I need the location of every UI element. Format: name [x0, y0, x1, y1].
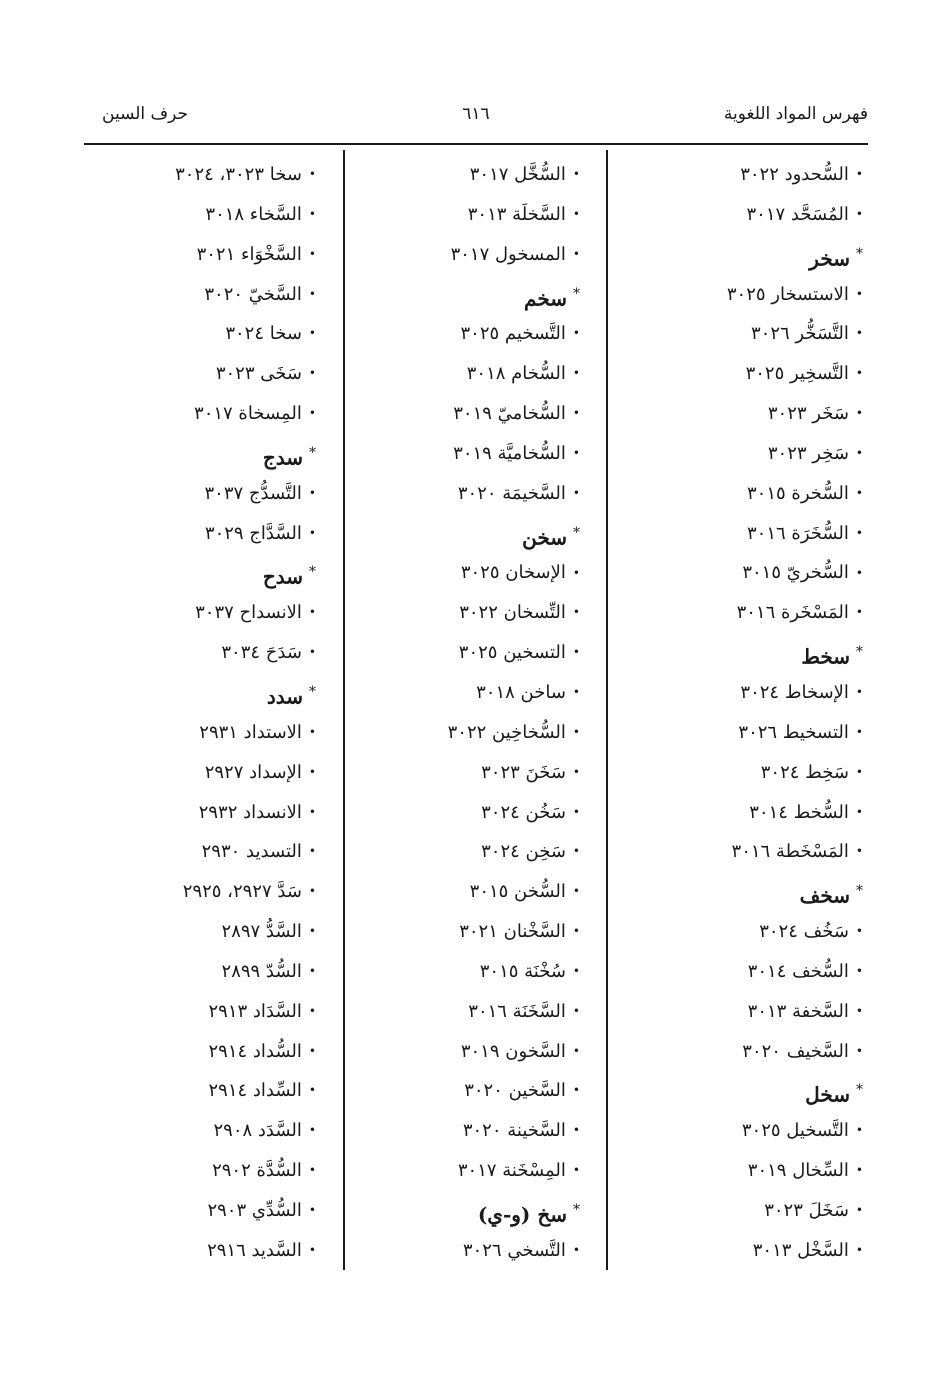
bullet-icon: • — [855, 804, 863, 819]
entry-text: السِّداد ٢٩١٤ — [208, 1080, 302, 1102]
bullet-icon: • — [572, 804, 580, 819]
entry-text: السُّخاميَّة ٣٠١٩ — [453, 442, 566, 464]
index-entry — [106, 1071, 316, 1111]
index-entry — [106, 793, 316, 833]
bullet-icon: • — [855, 525, 863, 540]
bullet-icon: • — [855, 844, 863, 859]
bullet-icon: • — [855, 286, 863, 301]
root-entry — [106, 553, 316, 593]
bullet-icon: • — [308, 1163, 316, 1178]
bullet-icon: • — [308, 605, 316, 620]
bullet-icon: • — [855, 366, 863, 381]
index-entry — [613, 354, 863, 394]
bullet-icon: • — [308, 167, 316, 182]
asterisk-icon: * — [573, 524, 580, 541]
bullet-icon: • — [572, 1163, 580, 1178]
index-entry — [355, 872, 580, 912]
entry-text: سخل — [805, 1083, 850, 1108]
asterisk-icon: * — [856, 1082, 863, 1099]
bullet-icon: • — [572, 485, 580, 500]
entry-text: السَّخيّ ٣٠٢٠ — [204, 283, 302, 305]
bullet-icon: • — [308, 764, 316, 779]
entry-text: التَّسدُّج ٣٠٣٧ — [204, 482, 302, 504]
index-column-2 — [355, 155, 580, 1271]
entry-text: التَّسخيم ٣٠٢٥ — [460, 323, 566, 345]
entry-text: السَّخيف ٣٠٢٠ — [742, 1040, 849, 1062]
index-entry — [106, 593, 316, 633]
asterisk-icon: * — [309, 444, 316, 461]
index-entry — [106, 952, 316, 992]
entry-text: السُّخرة ٣٠١٥ — [747, 482, 849, 504]
index-entry — [355, 1231, 580, 1271]
entry-text: السَّخلَة ٣٠١٣ — [467, 203, 566, 225]
index-entry — [355, 673, 580, 713]
index-entry — [106, 713, 316, 753]
entry-text: السُّدّ ٢٨٩٩ — [221, 960, 302, 982]
entry-text: سخن — [522, 525, 567, 550]
index-entry — [613, 195, 863, 235]
bullet-icon: • — [855, 326, 863, 341]
entry-text: التسديد ٢٩٣٠ — [201, 841, 302, 863]
index-entry — [106, 872, 316, 912]
index-entry — [355, 354, 580, 394]
bullet-icon: • — [308, 1043, 316, 1058]
index-entry — [355, 912, 580, 952]
entry-text: الانسداد ٢٩٣٢ — [198, 801, 302, 823]
bullet-icon: • — [855, 764, 863, 779]
root-entry — [355, 514, 580, 554]
root-entry — [355, 1191, 580, 1231]
bullet-icon: • — [572, 924, 580, 939]
entry-text: سَدَّ ٢٩٢٧، ٢٩٢٥ — [182, 881, 302, 903]
bullet-icon: • — [855, 1163, 863, 1178]
bullet-icon: • — [855, 206, 863, 221]
entry-text: سَخَنَ ٣٠٢٣ — [481, 761, 566, 783]
entry-text: السَّدَد ٢٩٠٨ — [213, 1120, 302, 1142]
bullet-icon: • — [855, 605, 863, 620]
index-entry — [355, 753, 580, 793]
entry-text: التَّسخي ٣٠٢٦ — [462, 1239, 566, 1261]
entry-text: سَخِط ٣٠٢٤ — [760, 761, 849, 783]
root-entry — [613, 235, 863, 275]
index-entry — [613, 593, 863, 633]
bullet-icon: • — [308, 804, 316, 819]
bullet-icon: • — [572, 963, 580, 978]
index-entry — [106, 314, 316, 354]
index-entry — [106, 275, 316, 315]
index-entry — [106, 195, 316, 235]
bullet-icon: • — [572, 605, 580, 620]
bullet-icon: • — [855, 167, 863, 182]
index-entry — [613, 713, 863, 753]
index-entry — [355, 1151, 580, 1191]
bullet-icon: • — [572, 1123, 580, 1138]
root-entry — [613, 872, 863, 912]
index-entry — [355, 474, 580, 514]
entry-text: السَّدَّاج ٣٠٢٩ — [204, 522, 302, 544]
index-entry — [106, 832, 316, 872]
bullet-icon: • — [572, 445, 580, 460]
index-entry — [613, 394, 863, 434]
entry-text: المُسَحَّد ٣٠١٧ — [746, 203, 849, 225]
asterisk-icon: * — [856, 644, 863, 661]
index-entry — [106, 155, 316, 195]
bullet-icon: • — [855, 445, 863, 460]
bullet-icon: • — [572, 724, 580, 739]
index-entry — [613, 1151, 863, 1191]
bullet-icon: • — [855, 1242, 863, 1257]
entry-text: التَّسخِير ٣٠٢٥ — [745, 363, 849, 385]
bullet-icon: • — [572, 326, 580, 341]
index-entry — [613, 474, 863, 514]
entry-text: السَّخون ٣٠١٩ — [460, 1040, 566, 1062]
index-entry — [613, 155, 863, 195]
entry-text: السُّدِّي ٢٩٠٣ — [207, 1199, 302, 1221]
bullet-icon: • — [855, 485, 863, 500]
entry-text: السَّخْوَاء ٣٠٢١ — [196, 243, 302, 265]
entry-text: التسخين ٣٠٢٥ — [458, 642, 566, 664]
entry-text: سَخِر ٣٠٢٣ — [767, 442, 849, 464]
entry-text: السَّخْل ٣٠١٣ — [752, 1239, 849, 1261]
header-section: حرف السين — [102, 104, 189, 124]
index-entry — [613, 1111, 863, 1151]
index-entry — [355, 394, 580, 434]
entry-text: التِّسخان ٣٠٢٢ — [459, 602, 566, 624]
bullet-icon: • — [855, 565, 863, 580]
entry-text: السُّخريّ ٣٠١٥ — [742, 562, 849, 584]
bullet-icon: • — [308, 645, 316, 660]
bullet-icon: • — [572, 764, 580, 779]
bullet-icon: • — [308, 844, 316, 859]
entry-text: المَسْخَرة ٣٠١٦ — [736, 602, 849, 624]
index-entry — [613, 753, 863, 793]
bullet-icon: • — [855, 406, 863, 421]
bullet-icon: • — [855, 924, 863, 939]
index-entry — [106, 1191, 316, 1231]
running-header — [84, 104, 868, 138]
index-entry — [106, 394, 316, 434]
bullet-icon: • — [308, 1242, 316, 1257]
bullet-icon: • — [572, 406, 580, 421]
index-entry — [355, 195, 580, 235]
bullet-icon: • — [855, 685, 863, 700]
bullet-icon: • — [308, 406, 316, 421]
entry-text: السُّخَرَة ٣٠١٦ — [747, 522, 849, 544]
entry-text: سخف — [799, 883, 850, 908]
entry-text: المسخول ٣٠١٧ — [450, 243, 566, 265]
asterisk-icon: * — [309, 564, 316, 581]
bullet-icon: • — [855, 724, 863, 739]
entry-text: السُّدَّة ٢٩٠٢ — [212, 1160, 302, 1182]
entry-text: السَّخين ٣٠٢٠ — [464, 1080, 566, 1102]
entry-text: الإسخان ٣٠٢٥ — [460, 562, 566, 584]
index-entry — [106, 1111, 316, 1151]
bullet-icon: • — [308, 1123, 316, 1138]
entry-text: السَّدَاد ٢٩١٣ — [208, 1000, 302, 1022]
entry-text: السَّخْنان ٣٠٢١ — [459, 921, 566, 943]
bullet-icon: • — [572, 167, 580, 182]
entry-text: الإسداد ٢٩٢٧ — [204, 761, 302, 783]
bullet-icon: • — [572, 1003, 580, 1018]
bullet-icon: • — [855, 1203, 863, 1218]
index-entry — [106, 1032, 316, 1072]
entry-text: سدح — [262, 565, 303, 590]
root-entry — [613, 1071, 863, 1111]
index-entry — [355, 713, 580, 753]
index-entry — [613, 514, 863, 554]
index-entry — [613, 992, 863, 1032]
entry-text: التسخيط ٣٠٢٦ — [738, 721, 849, 743]
entry-text: سدج — [262, 445, 303, 470]
bullet-icon: • — [855, 1003, 863, 1018]
bullet-icon: • — [572, 565, 580, 580]
bullet-icon: • — [572, 246, 580, 261]
index-entry — [106, 753, 316, 793]
bullet-icon: • — [572, 844, 580, 859]
entry-text: السُّخَّل ٣٠١٧ — [469, 164, 566, 185]
index-entry — [106, 1151, 316, 1191]
index-entry — [106, 474, 316, 514]
entry-text: التَّسَخُّر ٣٠٢٦ — [751, 323, 849, 345]
entry-text: السُّخف ٣٠١٤ — [747, 960, 849, 982]
bullet-icon: • — [572, 884, 580, 899]
bullet-icon: • — [308, 206, 316, 221]
bullet-icon: • — [308, 246, 316, 261]
index-entry — [355, 1071, 580, 1111]
index-entry — [613, 912, 863, 952]
bullet-icon: • — [572, 206, 580, 221]
index-entry — [355, 1111, 580, 1151]
bullet-icon: • — [572, 1242, 580, 1257]
index-entry — [613, 1191, 863, 1231]
entry-text: المِسخاة ٣٠١٧ — [194, 403, 302, 425]
bullet-icon: • — [308, 1003, 316, 1018]
index-entry — [355, 553, 580, 593]
index-entry — [613, 673, 863, 713]
index-entry — [106, 235, 316, 275]
bullet-icon: • — [308, 924, 316, 939]
index-entry — [106, 992, 316, 1032]
entry-text: سَخَى ٣٠٢٣ — [215, 363, 302, 385]
index-entry — [355, 1032, 580, 1072]
index-entry — [106, 514, 316, 554]
index-entry — [355, 155, 580, 195]
entry-text: السَّخاء ٣٠١٨ — [205, 203, 302, 225]
root-entry — [355, 275, 580, 315]
bullet-icon: • — [308, 724, 316, 739]
bullet-icon: • — [855, 1043, 863, 1058]
bullet-icon: • — [308, 1203, 316, 1218]
entry-text: السَّخيمَة ٣٠٢٠ — [457, 482, 566, 504]
index-entry — [613, 952, 863, 992]
entry-text: السُّخن ٣٠١٥ — [469, 881, 566, 903]
bullet-icon: • — [308, 1083, 316, 1098]
bullet-icon: • — [855, 1123, 863, 1138]
index-entry — [355, 832, 580, 872]
index-entry — [355, 633, 580, 673]
column-divider — [343, 150, 345, 1270]
entry-text: المَسْخَطة ٣٠١٦ — [731, 841, 849, 863]
entry-text: سُخْنَة ٣٠١٥ — [479, 960, 566, 982]
entry-text: سدد — [266, 684, 303, 709]
entry-text: السَّخفة ٣٠١٣ — [747, 1000, 849, 1022]
index-entry — [106, 633, 316, 673]
entry-text: السَّدُّ ٢٨٩٧ — [221, 921, 302, 943]
asterisk-icon: * — [573, 285, 580, 302]
bullet-icon: • — [308, 326, 316, 341]
entry-text: سَخَلَ ٣٠٢٣ — [764, 1199, 849, 1221]
index-entry — [106, 912, 316, 952]
index-column-3 — [106, 155, 316, 1271]
entry-text: التَّسخيل ٣٠٢٥ — [741, 1120, 849, 1142]
asterisk-icon: * — [856, 883, 863, 900]
entry-text: الاستسخار ٣٠٢٥ — [726, 283, 849, 305]
entry-text: الانسداح ٣٠٣٧ — [195, 602, 302, 624]
entry-text: السُّخاميّ ٣٠١٩ — [453, 403, 566, 425]
entry-text: سخا ٣٠٢٤ — [225, 323, 302, 345]
entry-text: سخ (و-ي) — [477, 1202, 567, 1227]
entry-text: السِّخال ٣٠١٩ — [747, 1160, 849, 1182]
entry-text: السُّحدود ٣٠٢٢ — [740, 164, 849, 185]
entry-text: السُّخام ٣٠١٨ — [466, 363, 566, 385]
index-entry — [613, 553, 863, 593]
index-entry — [613, 1032, 863, 1072]
entry-text: سخر — [809, 246, 850, 271]
entry-text: سخا ٣٠٢٣، ٣٠٢٤ — [175, 164, 302, 185]
asterisk-icon: * — [309, 683, 316, 700]
column-divider — [606, 150, 608, 1270]
entry-text: الإسخاط ٣٠٢٤ — [740, 681, 849, 703]
index-entry — [613, 314, 863, 354]
bullet-icon: • — [855, 963, 863, 978]
entry-text: السَّخَنَة ٣٠١٦ — [468, 1000, 566, 1022]
root-entry — [106, 673, 316, 713]
index-entry — [355, 952, 580, 992]
entry-text: سخم — [524, 286, 567, 311]
index-entry — [355, 992, 580, 1032]
index-entry — [106, 1231, 316, 1271]
index-entry — [106, 354, 316, 394]
bullet-icon: • — [308, 525, 316, 540]
entry-text: سَخَر ٣٠٢٣ — [767, 403, 849, 425]
entry-text: الاستداد ٢٩٣١ — [199, 721, 302, 743]
index-column-1 — [613, 155, 863, 1271]
header-title: فهرس المواد اللغوية — [723, 104, 868, 124]
asterisk-icon: * — [573, 1201, 580, 1218]
bullet-icon: • — [308, 366, 316, 381]
root-entry — [106, 434, 316, 474]
bullet-icon: • — [308, 963, 316, 978]
bullet-icon: • — [308, 286, 316, 301]
index-entry — [355, 593, 580, 633]
bullet-icon: • — [572, 366, 580, 381]
entry-text: سَخُف ٣٠٢٤ — [759, 921, 849, 943]
index-entry — [355, 314, 580, 354]
index-entry — [355, 235, 580, 275]
entry-text: السَّخينة ٣٠٢٠ — [462, 1120, 566, 1142]
entry-text: سَخُن ٣٠٢٤ — [481, 801, 566, 823]
entry-text: سخط — [801, 644, 850, 669]
bullet-icon: • — [572, 685, 580, 700]
index-entry — [613, 434, 863, 474]
index-entry — [355, 434, 580, 474]
bullet-icon: • — [572, 645, 580, 660]
bullet-icon: • — [308, 884, 316, 899]
bullet-icon: • — [572, 1083, 580, 1098]
index-entry — [613, 793, 863, 833]
header-rule — [84, 143, 868, 145]
entry-text: سَخِن ٣٠٢٤ — [481, 841, 566, 863]
entry-text: السُّداد ٢٩١٤ — [208, 1040, 302, 1062]
entry-text: سَدَحَ ٣٠٣٤ — [221, 642, 302, 664]
index-entry — [613, 832, 863, 872]
bullet-icon: • — [308, 485, 316, 500]
entry-text: السُّخط ٣٠١٤ — [749, 801, 849, 823]
index-entry — [613, 275, 863, 315]
bullet-icon: • — [572, 1043, 580, 1058]
index-entry — [613, 1231, 863, 1271]
page-number: ٦١٦ — [462, 104, 490, 124]
entry-text: المِسْخَنة ٣٠١٧ — [457, 1160, 566, 1182]
asterisk-icon: * — [856, 245, 863, 262]
entry-text: السُّخاخِين ٣٠٢٢ — [447, 721, 566, 743]
entry-text: السَّديد ٢٩١٦ — [207, 1239, 302, 1261]
root-entry — [613, 633, 863, 673]
entry-text: ساخن ٣٠١٨ — [476, 681, 566, 703]
index-entry — [355, 793, 580, 833]
